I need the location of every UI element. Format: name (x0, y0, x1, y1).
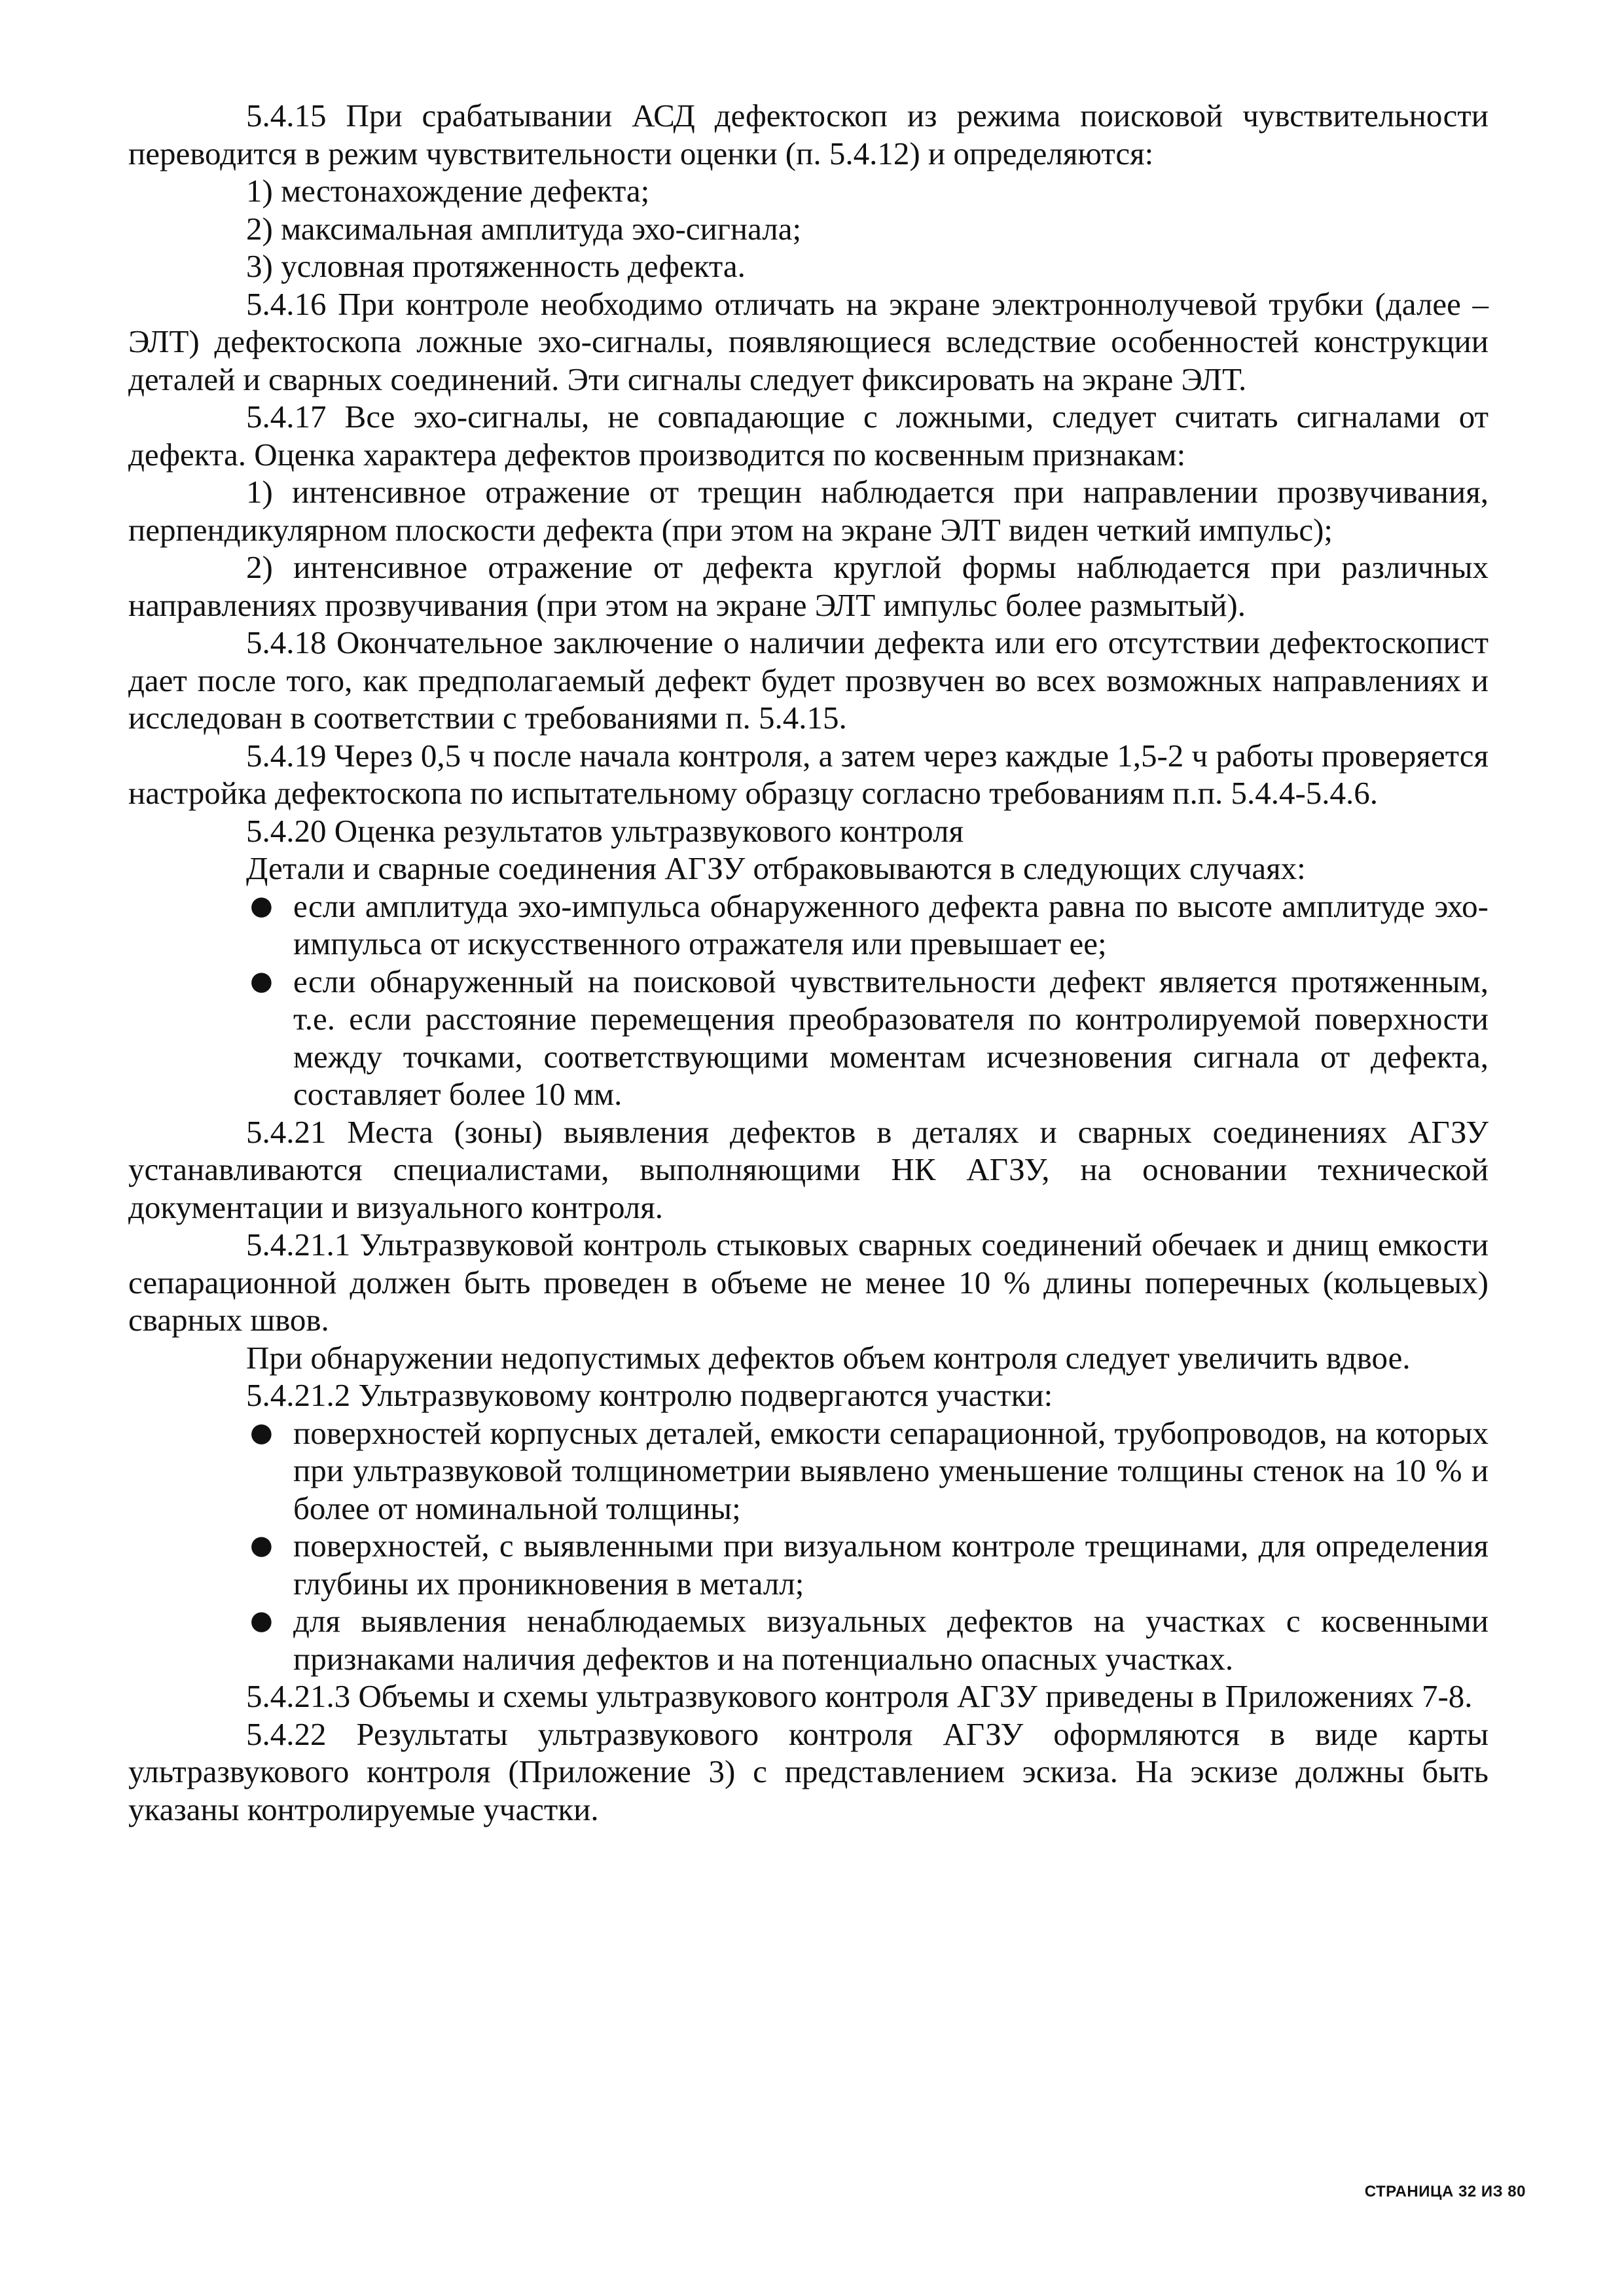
bullet-text: если обнаруженный на поисковой чувствительности дефект является протяженным, т.е. если расстояние перемещения преобразователя по контролируемой поверхности между точками, соответствующими моментам исчезновения сигнала от дефекта, составляет более 10 мм. (293, 963, 1489, 1112)
list-item: 1) местонахождение дефекта; (246, 173, 650, 209)
bullet-text: для выявления ненаблюдаемых визуальных дефектов на участках с косвенными признаками наличия дефектов и на потенциально опасных участках. (293, 1603, 1489, 1677)
section-heading-5-4-20: 5.4.20 Оценка результатов ультразвукового контроля (246, 812, 964, 849)
paragraph-5-4-21-2: 5.4.21.2 Ультразвуковому контролю подвергаются участки: (246, 1377, 1053, 1413)
bullet-text: поверхностей, с выявленными при визуальном контроле трещинами, для определения глубины их проникновения в металл; (293, 1528, 1489, 1602)
bullet-icon: ● (250, 1417, 273, 1448)
paragraph-5-4-15: 5.4.15 При срабатывании АСД дефектоскоп из режима поисковой чувствительности переводится в режим чувствительности оценки (п. 5.4.12) и определяются: (128, 98, 1489, 171)
bullet-text: поверхностей корпусных деталей, емкости сепарационной, трубопроводов, на которых при ультразвуковой толщинометрии выявлено уменьшение толщины стенок на 10 % и более от номинальной толщины; (293, 1414, 1489, 1526)
paragraph-5-4-21-1: 5.4.21.1 Ультразвуковой контроль стыковых сварных соединений обечаек и днищ емкости сепарационной должен быть проведен в объеме не менее 10 % длины поперечных (кольцевых) сварных швов. (128, 1227, 1489, 1338)
bullet-text: если амплитуда эхо-импульса обнаруженного дефекта равна по высоте амплитуде эхо-импульса от искусственного отражателя или превышает ее; (293, 888, 1489, 961)
paragraph-5-4-16: 5.4.16 При контроле необходимо отличать на экране электроннолучевой трубки (далее – ЭЛТ) дефектоскопа ложные эхо-сигналы, появляющиеся вследствие особенностей конструкции деталей и сварных соединений. Эти сигналы следует фиксировать на экране ЭЛТ. (128, 285, 1489, 397)
paragraph-5-4-20-intro: Детали и сварные соединения АГЗУ отбраковываются в следующих случаях: (246, 850, 1306, 886)
bullet-item (246, 1602, 1489, 1677)
paragraph-5-4-22: 5.4.22 Результаты ультразвукового контроля АГЗУ оформляются в виде карты ультразвукового контроля (Приложение 3) с представлением эскиза. На эскизе должны быть указаны контролируемые участки. (128, 1715, 1489, 1827)
bullet-icon: ● (250, 1530, 273, 1560)
bullet-icon: ● (250, 890, 273, 921)
list-item: 2) максимальная амплитуда эхо-сигнала; (246, 210, 802, 247)
paragraph-5-4-18: 5.4.18 Окончательное заключение о наличии дефекта или его отсутствии дефектоскопист дает после того, как предполагаемый дефект будет прозвучен во всех возможных направлениях и исследован в соответствии с требованиями п. 5.4.15. (128, 624, 1489, 736)
paragraph-5-4-19: 5.4.19 Через 0,5 ч после начала контроля, а затем через каждые 1,5-2 ч работы проверяется настройка дефектоскопа по испытательному образцу согласно требованиям п.п. 5.4.4-5.4.6. (128, 737, 1489, 811)
bullet-item (246, 888, 1489, 963)
bullet-item (246, 1527, 1489, 1602)
paragraph-5-4-17: 5.4.17 Все эхо-сигналы, не совпадающие с ложными, следует считать сигналами от дефекта. Оценка характера дефектов производится по косвенным признакам: (128, 399, 1489, 473)
list-item: 2) интенсивное отражение от дефекта круглой формы наблюдается при различных направлениях прозвучивания (при этом на экране ЭЛТ импульс более размытый). (128, 549, 1489, 623)
page-number: СТРАНИЦА 32 ИЗ 80 (1364, 2183, 1526, 2200)
paragraph-5-4-21-1-note: При обнаружении недопустимых дефектов объем контроля следует увеличить вдвое. (246, 1339, 1411, 1376)
list-item: 1) интенсивное отражение от трещин наблюдается при направлении прозвучивания, перпендикулярном плоскости дефекта (при этом на экране ЭЛТ виден четкий импульс); (128, 474, 1489, 548)
list-item: 3) условная протяженность дефекта. (246, 248, 746, 284)
paragraph-5-4-21-3: 5.4.21.3 Объемы и схемы ультразвукового контроля АГЗУ приведены в Приложениях 7-8. (246, 1678, 1473, 1714)
bullet-item (246, 1414, 1489, 1528)
bullet-list-5-4-20 (128, 888, 1489, 1113)
document-body (128, 97, 1489, 1828)
paragraph-5-4-21: 5.4.21 Места (зоны) выявления дефектов в деталях и сварных соединениях АГЗУ устанавливаются специалистами, выполняющими НК АГЗУ, на основании технической документации и визуального контроля. (128, 1113, 1489, 1225)
bullet-icon: ● (250, 965, 273, 996)
bullet-item (246, 963, 1489, 1113)
bullet-icon: ● (250, 1605, 273, 1636)
bullet-list-5-4-21-2 (128, 1414, 1489, 1678)
